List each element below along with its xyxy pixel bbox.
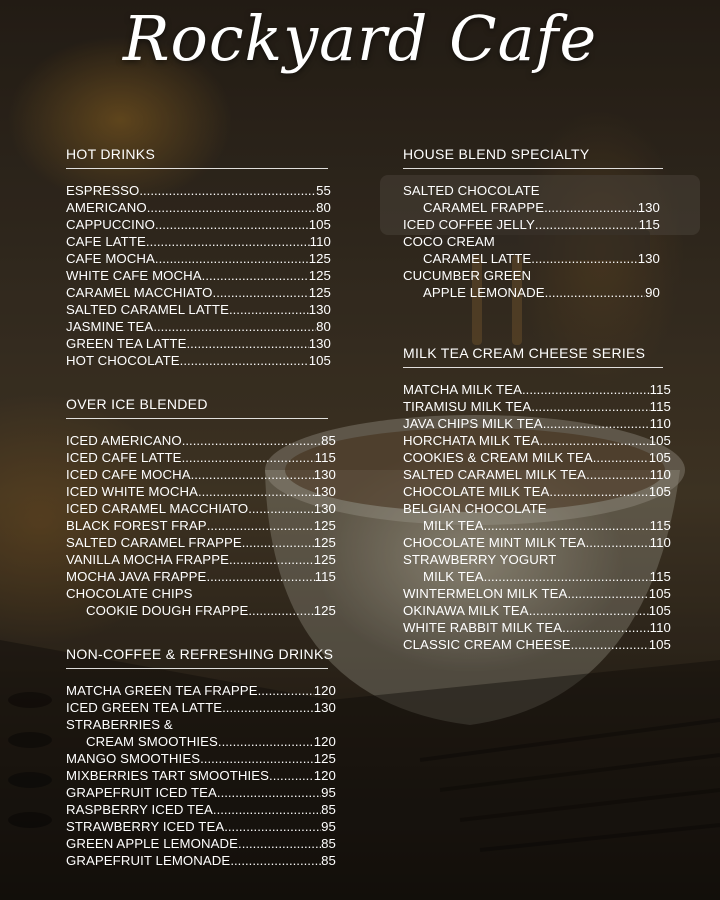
item-name: WHITE CAFE MOCHA — [66, 268, 202, 283]
leader-dots — [586, 534, 650, 551]
item-price: 80 — [316, 200, 331, 215]
item-name: APPLE LEMONADE — [423, 285, 545, 300]
leader-dots — [180, 352, 309, 369]
leader-dots — [198, 483, 314, 500]
item-price: 130 — [313, 484, 336, 499]
leader-dots — [543, 415, 650, 432]
item-name: MANGO SMOOTHIES — [66, 751, 201, 766]
item-price: 85 — [321, 836, 336, 851]
item-name: ICED CAFE MOCHA — [66, 467, 191, 482]
item-price: 125 — [308, 285, 331, 300]
menu-item — [66, 517, 336, 534]
item-price: 120 — [313, 683, 336, 698]
section-milk-tea — [403, 345, 671, 653]
leader-dots — [213, 801, 321, 818]
item-price: 105 — [308, 217, 331, 232]
item-price: 125 — [313, 552, 336, 567]
item-price: 85 — [321, 433, 336, 448]
item-name: MOCHA JAVA FRAPPE — [66, 569, 207, 584]
item-name: STRAWBERRY ICED TEA — [66, 819, 225, 834]
leader-dots — [562, 619, 650, 636]
item-name: RASPBERRY ICED TEA — [66, 802, 213, 817]
item-name: JASMINE TEA — [66, 319, 154, 334]
cafe-title: Rockyard Cafe — [122, 2, 598, 75]
menu-item — [66, 284, 331, 301]
leader-dots — [202, 267, 309, 284]
item-price: 95 — [321, 785, 336, 800]
item-name: ICED GREEN TEA LATTE — [66, 700, 223, 715]
item-name: BELGIAN CHOCOLATE — [403, 501, 547, 516]
menu-item — [403, 432, 671, 449]
menu-item — [403, 500, 671, 517]
menu-item — [66, 233, 331, 250]
item-name: JAVA CHIPS MILK TEA — [403, 416, 543, 431]
menu-item — [403, 619, 671, 636]
menu-column-left — [66, 146, 356, 869]
leader-dots — [522, 381, 650, 398]
item-name: CHOCOLATE CHIPS — [66, 586, 193, 601]
section-hot-drinks — [66, 146, 331, 369]
item-price: 125 — [308, 251, 331, 266]
menu-item — [66, 449, 336, 466]
item-price: 115 — [314, 569, 336, 584]
leader-dots — [146, 233, 310, 250]
menu-item — [403, 449, 671, 466]
leader-dots — [206, 568, 314, 585]
item-name: CHOCOLATE MINT MILK TEA — [403, 535, 586, 550]
menu-item — [403, 381, 671, 398]
item-price: 125 — [313, 751, 336, 766]
menu-item — [403, 636, 671, 653]
section-house-blend — [403, 146, 660, 301]
menu-item — [66, 733, 336, 750]
item-price: 115 — [649, 382, 671, 397]
item-name: SALTED CARAMEL LATTE — [66, 302, 229, 317]
menu-item — [66, 432, 336, 449]
item-name: WHITE RABBIT MILK TEA — [403, 620, 563, 635]
menu-list — [66, 432, 336, 619]
item-name: CHOCOLATE MILK TEA — [403, 484, 550, 499]
menu-item — [66, 767, 336, 784]
item-price: 105 — [648, 603, 671, 618]
menu-item — [403, 585, 671, 602]
leader-dots — [229, 551, 314, 568]
leader-dots — [593, 449, 649, 466]
leader-dots — [248, 602, 313, 619]
menu-item — [403, 483, 671, 500]
menu-item — [403, 551, 671, 568]
leader-dots — [182, 449, 315, 466]
section-over-ice-blended — [66, 396, 336, 619]
leader-dots — [207, 517, 314, 534]
item-price: 130 — [313, 467, 336, 482]
leader-dots — [222, 699, 314, 716]
item-name: STRAWBERRY YOGURT — [403, 552, 557, 567]
menu-item — [403, 415, 671, 432]
item-name: MIXBERRIES TART SMOOTHIES — [66, 768, 270, 783]
item-name: GREEN TEA LATTE — [66, 336, 187, 351]
menu-item — [66, 835, 336, 852]
section-title: HOUSE BLEND SPECIALTY — [403, 146, 663, 169]
leader-dots — [586, 466, 650, 483]
leader-dots — [484, 517, 650, 534]
item-price: 115 — [649, 569, 671, 584]
item-price: 80 — [316, 319, 331, 334]
item-name: ICED COFFEE JELLY — [403, 217, 535, 232]
menu-item — [66, 250, 331, 267]
item-price: 110 — [649, 467, 671, 482]
leader-dots — [540, 432, 649, 449]
menu-item — [66, 682, 336, 699]
item-price: 105 — [308, 353, 331, 368]
menu-list — [66, 682, 336, 869]
menu-column-right — [403, 146, 671, 653]
leader-dots — [571, 636, 649, 653]
item-price: 105 — [648, 637, 671, 652]
item-price: 130 — [308, 302, 331, 317]
item-name: MATCHA MILK TEA — [403, 382, 522, 397]
menu-item — [66, 301, 331, 318]
menu-list — [66, 182, 331, 369]
menu-item — [66, 585, 336, 602]
leader-dots — [182, 432, 321, 449]
item-name: ICED WHITE MOCHA — [66, 484, 199, 499]
item-price: 110 — [649, 416, 671, 431]
menu-item — [66, 500, 336, 517]
menu-item — [403, 182, 660, 199]
leader-dots — [224, 818, 321, 835]
item-price: 115 — [649, 518, 671, 533]
leader-dots — [230, 852, 321, 869]
leader-dots — [155, 216, 309, 233]
item-name: SALTED CARAMEL MILK TEA — [403, 467, 587, 482]
menu-item — [403, 398, 671, 415]
item-price: 130 — [313, 501, 336, 516]
item-price: 95 — [321, 819, 336, 834]
item-price: 130 — [308, 336, 331, 351]
item-price: 120 — [313, 768, 336, 783]
item-name: ICED CARAMEL MACCHIATO — [66, 501, 249, 516]
menu-item — [403, 216, 660, 233]
item-price: 130 — [637, 251, 660, 266]
leader-dots — [155, 250, 309, 267]
item-name: COOKIE DOUGH FRAPPE — [86, 603, 249, 618]
item-price: 115 — [638, 217, 660, 232]
menu-item — [66, 534, 336, 551]
item-name: GREEN APPLE LEMONADE — [66, 836, 239, 851]
menu-item — [66, 483, 336, 500]
leader-dots — [147, 199, 316, 216]
item-price: 85 — [321, 853, 336, 868]
leader-dots — [535, 216, 639, 233]
item-name: MATCHA GREEN TEA FRAPPE — [66, 683, 258, 698]
menu-item — [66, 602, 336, 619]
item-name: STRABERRIES & — [66, 717, 173, 732]
item-name: SALTED CHOCOLATE — [403, 183, 540, 198]
leader-dots — [186, 335, 308, 352]
menu-item — [403, 602, 671, 619]
menu-item — [66, 852, 336, 869]
menu-item — [66, 318, 331, 335]
leader-dots — [238, 835, 321, 852]
item-price: 105 — [648, 586, 671, 601]
leader-dots — [531, 398, 649, 415]
section-title: HOT DRINKS — [66, 146, 328, 169]
item-name: CAFE LATTE — [66, 234, 146, 249]
menu-item — [403, 250, 660, 267]
menu-item — [66, 818, 336, 835]
item-price: 125 — [308, 268, 331, 283]
section-title: OVER ICE BLENDED — [66, 396, 328, 419]
item-name: CARAMEL LATTE — [423, 251, 532, 266]
item-name: ESPRESSO — [66, 183, 140, 198]
section-title: NON-COFFEE & REFRESHING DRINKS — [66, 646, 328, 669]
item-name: OKINAWA MILK TEA — [403, 603, 529, 618]
menu-item — [403, 284, 660, 301]
leader-dots — [549, 483, 648, 500]
item-price: 105 — [648, 433, 671, 448]
item-name: CUCUMBER GREEN — [403, 268, 532, 283]
item-price: 90 — [645, 285, 660, 300]
menu-item — [66, 568, 336, 585]
item-name: VANILLA MOCHA FRAPPE — [66, 552, 229, 567]
item-name: MILK TEA — [423, 569, 484, 584]
item-name: ICED CAFE LATTE — [66, 450, 182, 465]
leader-dots — [153, 318, 316, 335]
item-name: ICED AMERICANO — [66, 433, 182, 448]
menu-item — [66, 784, 336, 801]
menu-item — [66, 182, 331, 199]
leader-dots — [484, 568, 650, 585]
item-price: 110 — [649, 620, 671, 635]
item-name: COCO CREAM — [403, 234, 495, 249]
leader-dots — [529, 602, 649, 619]
item-name: GRAPEFRUIT LEMONADE — [66, 853, 231, 868]
item-name: TIRAMISU MILK TEA — [403, 399, 532, 414]
item-name: CARAMEL FRAPPE — [423, 200, 545, 215]
leader-dots — [200, 750, 314, 767]
item-price: 125 — [313, 535, 336, 550]
item-price: 105 — [648, 484, 671, 499]
menu-item — [403, 517, 671, 534]
item-name: HOT CHOCOLATE — [66, 353, 180, 368]
item-name: CAFE MOCHA — [66, 251, 155, 266]
item-price: 130 — [637, 200, 660, 215]
leader-dots — [531, 250, 637, 267]
menu-item — [66, 199, 331, 216]
item-price: 110 — [309, 234, 331, 249]
leader-dots — [248, 500, 313, 517]
menu-item — [403, 267, 660, 284]
item-price: 125 — [313, 518, 336, 533]
menu-item — [403, 233, 660, 250]
menu-item — [403, 466, 671, 483]
leader-dots — [217, 784, 321, 801]
leader-dots — [258, 682, 314, 699]
menu-item — [66, 352, 331, 369]
item-name: SALTED CARAMEL FRAPPE — [66, 535, 242, 550]
item-price: 105 — [648, 450, 671, 465]
item-name: CARAMEL MACCHIATO — [66, 285, 213, 300]
item-name: BLACK FOREST FRAP — [66, 518, 207, 533]
menu-item — [66, 716, 336, 733]
menu-item — [66, 699, 336, 716]
leader-dots — [567, 585, 648, 602]
menu-list — [403, 182, 660, 301]
menu-item — [403, 199, 660, 216]
item-price: 120 — [313, 734, 336, 749]
menu-item — [66, 335, 331, 352]
leader-dots — [269, 767, 314, 784]
leader-dots — [218, 733, 314, 750]
item-name: WINTERMELON MILK TEA — [403, 586, 568, 601]
item-name: CREAM SMOOTHIES — [86, 734, 218, 749]
item-price: 85 — [321, 802, 336, 817]
menu-item — [66, 216, 331, 233]
menu-item — [403, 568, 671, 585]
item-name: AMERICANO — [66, 200, 147, 215]
menu-item — [66, 466, 336, 483]
item-name: CAPPUCCINO — [66, 217, 155, 232]
menu-item — [403, 534, 671, 551]
item-name: COOKIES & CREAM MILK TEA — [403, 450, 593, 465]
leader-dots — [139, 182, 316, 199]
item-price: 110 — [649, 535, 671, 550]
item-price: 115 — [314, 450, 336, 465]
section-title: MILK TEA CREAM CHEESE SERIES — [403, 345, 663, 368]
item-name: CLASSIC CREAM CHEESE — [403, 637, 571, 652]
item-name: MILK TEA — [423, 518, 484, 533]
menu-item — [66, 750, 336, 767]
item-price: 130 — [313, 700, 336, 715]
menu-item — [66, 267, 331, 284]
leader-dots — [242, 534, 314, 551]
item-price: 125 — [313, 603, 336, 618]
item-name: GRAPEFRUIT ICED TEA — [66, 785, 217, 800]
leader-dots — [229, 301, 309, 318]
leader-dots — [544, 199, 638, 216]
item-price: 115 — [649, 399, 671, 414]
menu-item — [66, 801, 336, 818]
menu-list — [403, 381, 671, 653]
leader-dots — [213, 284, 309, 301]
item-name: HORCHATA MILK TEA — [403, 433, 540, 448]
leader-dots — [545, 284, 646, 301]
menu-item — [66, 551, 336, 568]
item-price: 55 — [316, 183, 331, 198]
section-non-coffee — [66, 646, 336, 869]
leader-dots — [191, 466, 314, 483]
